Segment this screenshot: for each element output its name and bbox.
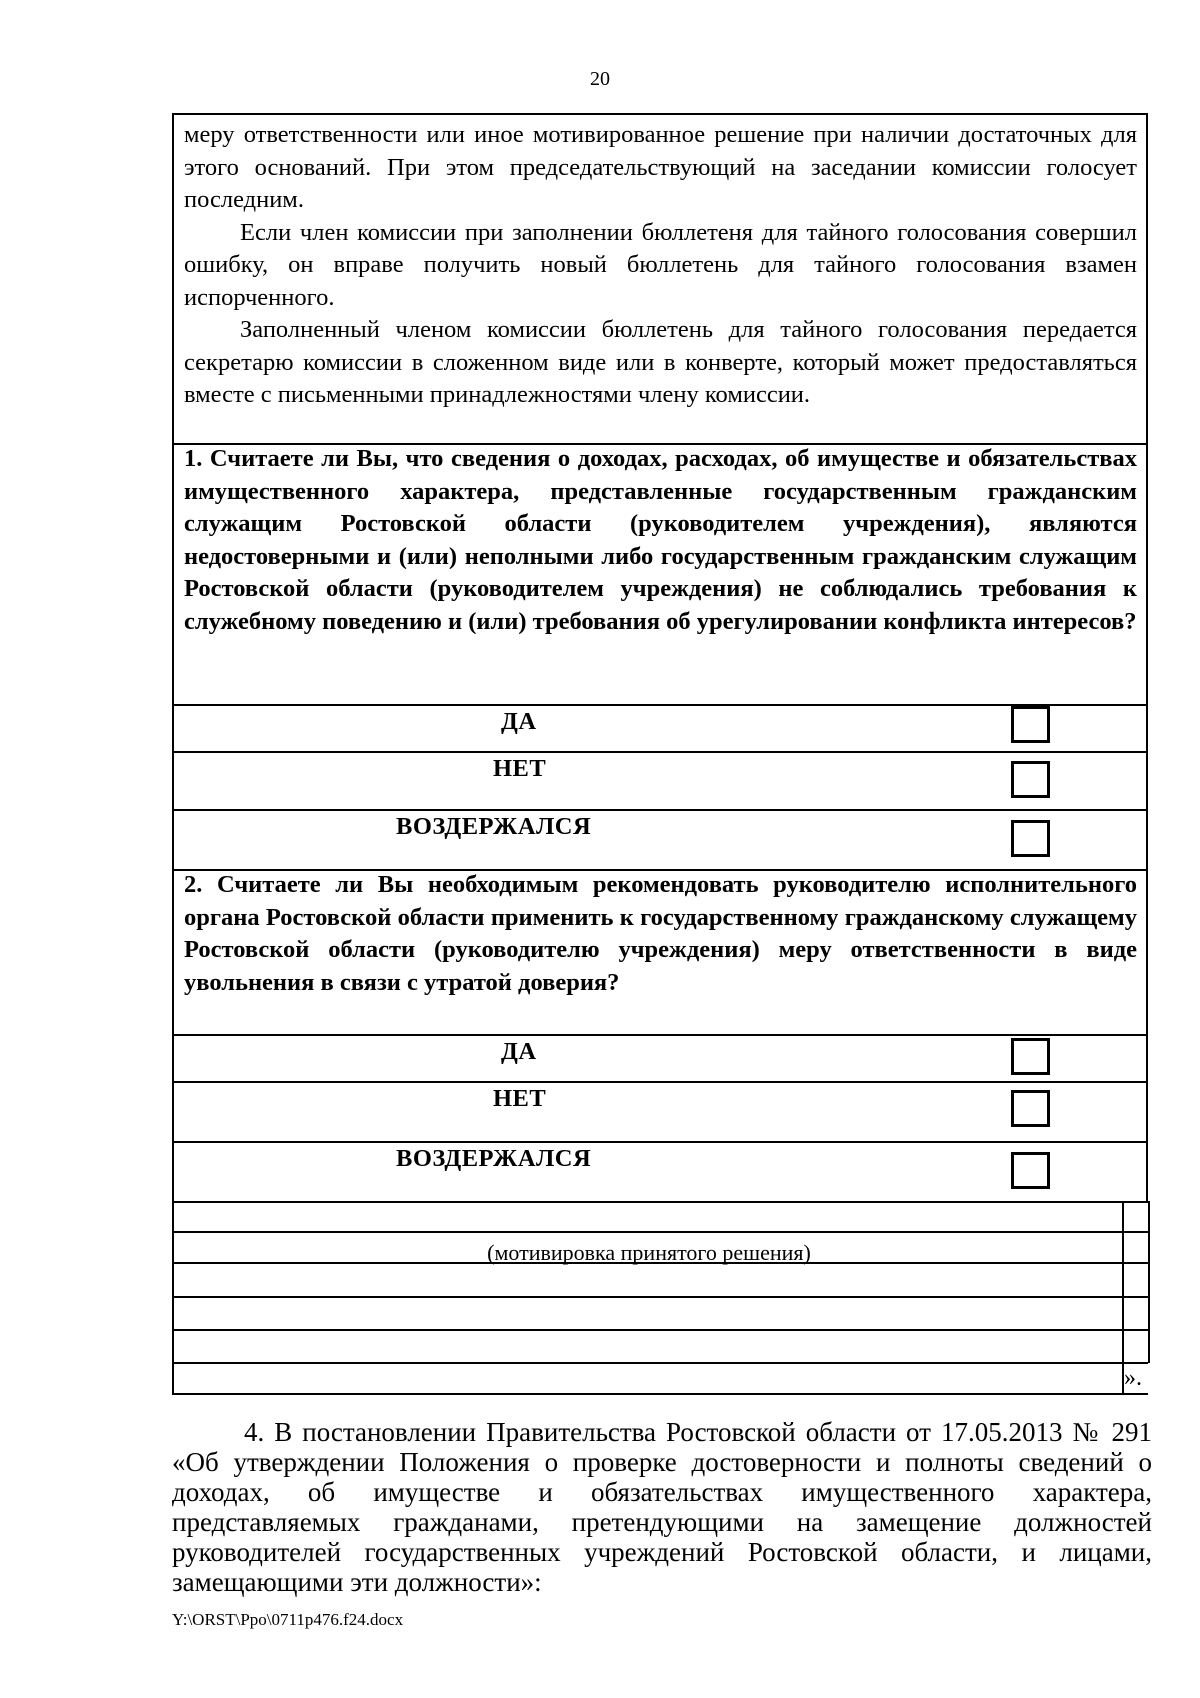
q1-option-no-row — [172, 751, 1148, 811]
q1-yes-checkbox[interactable] — [1011, 706, 1050, 743]
q2-yes-checkbox[interactable] — [1011, 1038, 1050, 1075]
motivation-caption: (мотивировка принятого решения) — [487, 1240, 811, 1265]
footer-file-path: Y:\ORST\Ppo\0711p476.f24.docx — [172, 1610, 404, 1629]
section-4-paragraph: 4. В постановлении Правительства Ростовской области от 17.05.2013 № 291 «Об утверждении Положения о проверке достоверности и полноты сведений о доходах, об имуществе и обязательствах имущественного характера, представляемых гражданами, претендующими на замещение должностей руководителей государственных учреждений Ростовской области, и лицами, замещающими эти должности»: — [172, 1417, 1152, 1597]
question-1: 1. Считаете ли Вы, что сведения о доходах, расходах, об имуществе и обязательствах имущественного характера, представленные государственным гражданским служащим Ростовской области (руководителем учреждения), являются недостоверными и (или) неполными либо государственным гражданским служащим Ростовской области (руководителем учреждения) не соблюдались требования к служебному поведению и (или) требования об урегулировании конфликта интересов? — [172, 443, 1148, 706]
section-4 — [172, 1417, 1152, 1597]
motivation-table — [172, 1201, 1148, 1395]
motivation-line — [174, 1362, 1148, 1364]
option-yes-label: ДА — [501, 1038, 537, 1065]
motivation-line — [174, 1231, 1148, 1233]
instruction-paragraph: меру ответственности или иное мотивированное решение при наличии достаточных для этого оснований. При этом председательствующий на заседании комиссии голосует последним. — [184, 121, 1137, 213]
q2-no-checkbox[interactable] — [1011, 1090, 1050, 1127]
q2-option-yes-row — [172, 1034, 1148, 1083]
option-no-label: НЕТ — [493, 1085, 547, 1112]
option-abstain-label: ВОЗДЕРЖАЛСЯ — [396, 1145, 592, 1172]
option-yes-label: ДА — [501, 708, 537, 735]
q2-option-no-row — [172, 1081, 1148, 1143]
motivation-line — [174, 1296, 1148, 1298]
q1-option-yes-row — [172, 704, 1148, 753]
ballot-instructions — [172, 113, 1148, 445]
option-no-label: НЕТ — [493, 755, 547, 782]
question-2: 2. Считаете ли Вы необходимым рекомендовать руководителю исполнительного органа Ростовской области применить к государственному гражданскому служащему Ростовской области (руководителю учреждения) меру ответственности в виде увольнения в связи с утратой доверия? — [172, 869, 1148, 1036]
instruction-paragraph: Заполненный членом комиссии бюллетень для тайного голосования передается секретарю комиссии в сложенном виде или в конверте, который может предоставляться вместе с письменными принадлежностями члену комиссии. — [184, 316, 1137, 408]
closing-quote: ». — [1124, 1365, 1142, 1391]
page-number: 20 — [590, 68, 610, 90]
option-abstain-label: ВОЗДЕРЖАЛСЯ — [396, 813, 592, 840]
instruction-paragraph: Если член комиссии при заполнении бюллетеня для тайного голосования совершил ошибку, он вправе получить новый бюллетень для тайного голосования взамен испорченного. — [184, 218, 1137, 311]
q2-abstain-checkbox[interactable] — [1011, 1152, 1050, 1189]
motivation-line — [174, 1329, 1148, 1331]
q2-option-abstain-row — [172, 1141, 1148, 1203]
table-divider — [1148, 1201, 1150, 1363]
q1-no-checkbox[interactable] — [1011, 761, 1050, 798]
q1-abstain-checkbox[interactable] — [1011, 820, 1050, 857]
q1-option-abstain-row — [172, 809, 1148, 871]
